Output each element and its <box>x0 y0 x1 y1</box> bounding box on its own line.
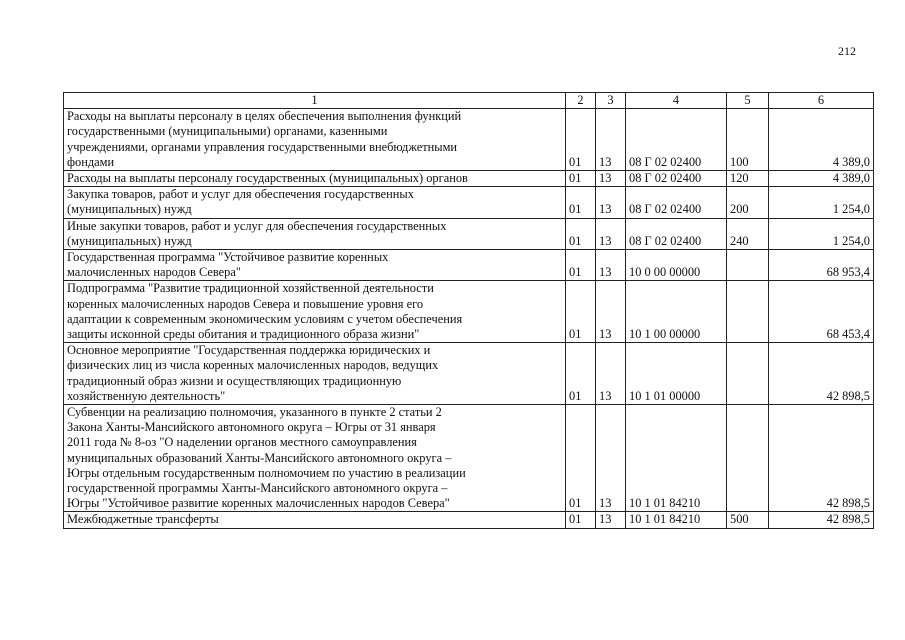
expense-type-cell <box>727 343 769 405</box>
amount-cell: 42 898,5 <box>769 512 874 528</box>
expense-name-cell: Межбюджетные трансферты <box>64 512 566 528</box>
section-code-cell: 01 <box>566 109 596 171</box>
section-code-cell: 01 <box>566 250 596 281</box>
column-header: 3 <box>596 93 626 109</box>
section-code-cell: 01 <box>566 187 596 218</box>
expense-type-cell: 240 <box>727 218 769 249</box>
budget-table <box>63 92 874 529</box>
expense-name-cell: Закупка товаров, работ и услуг для обеспечения государственных (муниципальных) нужд <box>64 187 566 218</box>
table-row <box>64 343 874 405</box>
amount-cell: 4 389,0 <box>769 171 874 187</box>
page-number: 212 <box>838 44 856 58</box>
table-row <box>64 109 874 171</box>
table-row <box>64 512 874 528</box>
amount-cell: 42 898,5 <box>769 343 874 405</box>
target-article-cell: 10 0 00 00000 <box>626 250 727 281</box>
subsection-code-cell: 13 <box>596 109 626 171</box>
amount-cell: 42 898,5 <box>769 405 874 512</box>
subsection-code-cell: 13 <box>596 171 626 187</box>
column-header: 4 <box>626 93 727 109</box>
expense-type-cell: 200 <box>727 187 769 218</box>
table-row <box>64 218 874 249</box>
amount-cell: 68 453,4 <box>769 281 874 343</box>
target-article-cell: 08 Г 02 02400 <box>626 187 727 218</box>
expense-name-cell: Расходы на выплаты персоналу государственных (муниципальных) органов <box>64 171 566 187</box>
subsection-code-cell: 13 <box>596 512 626 528</box>
section-code-cell: 01 <box>566 218 596 249</box>
table-row <box>64 171 874 187</box>
table-header-row <box>64 93 874 109</box>
column-header: 1 <box>64 93 566 109</box>
amount-cell: 68 953,4 <box>769 250 874 281</box>
expense-name-cell: Государственная программа "Устойчивое развитие коренных малочисленных народов Севера" <box>64 250 566 281</box>
target-article-cell: 10 1 00 00000 <box>626 281 727 343</box>
expense-type-cell: 100 <box>727 109 769 171</box>
table-row <box>64 250 874 281</box>
expense-name-cell: Иные закупки товаров, работ и услуг для обеспечения государственных (муниципальных) нужд <box>64 218 566 249</box>
expense-name-cell: Подпрограмма "Развитие традиционной хозяйственной деятельности коренных малочисленных народов Севера и повышение уровня его адаптации к современным экономическим условиям с учетом обеспечения защиты исконной среды обитания и традиционного образа жизни" <box>64 281 566 343</box>
amount-cell: 1 254,0 <box>769 187 874 218</box>
subsection-code-cell: 13 <box>596 405 626 512</box>
subsection-code-cell: 13 <box>596 187 626 218</box>
expense-name-cell: Расходы на выплаты персоналу в целях обеспечения выполнения функций государственными (муниципальными) органами, казенными учреждениями, органами управления государственными внебюджетными фондами <box>64 109 566 171</box>
target-article-cell: 08 Г 02 02400 <box>626 218 727 249</box>
amount-cell: 1 254,0 <box>769 218 874 249</box>
subsection-code-cell: 13 <box>596 250 626 281</box>
expense-type-cell <box>727 405 769 512</box>
column-header: 6 <box>769 93 874 109</box>
table-row <box>64 187 874 218</box>
table-row <box>64 405 874 512</box>
target-article-cell: 10 1 01 84210 <box>626 512 727 528</box>
column-header: 2 <box>566 93 596 109</box>
expense-type-cell <box>727 250 769 281</box>
expense-type-cell: 500 <box>727 512 769 528</box>
subsection-code-cell: 13 <box>596 218 626 249</box>
table-row <box>64 281 874 343</box>
expense-type-cell: 120 <box>727 171 769 187</box>
section-code-cell: 01 <box>566 405 596 512</box>
target-article-cell: 10 1 01 00000 <box>626 343 727 405</box>
section-code-cell: 01 <box>566 343 596 405</box>
section-code-cell: 01 <box>566 171 596 187</box>
section-code-cell: 01 <box>566 512 596 528</box>
expense-name-cell: Субвенции на реализацию полномочия, указанного в пункте 2 статьи 2 Закона Ханты-Мансийского автономного округа – Югры от 31 января 2011 года № 8-оз "О наделении органов местного самоуправления муниципальных образований Ханты-Мансийского автономного округа – Югры отдельным государственным полномочием по участию в реализации государственной программы Ханты-Мансийского автономного округа – Югры "Устойчивое развитие коренных малочисленных народов Севера" <box>64 405 566 512</box>
expense-name-cell: Основное мероприятие "Государственная поддержка юридических и физических лиц из числа коренных малочисленных народов, ведущих традиционный образ жизни и осуществляющих традиционную хозяйственную деятельность" <box>64 343 566 405</box>
amount-cell: 4 389,0 <box>769 109 874 171</box>
section-code-cell: 01 <box>566 281 596 343</box>
target-article-cell: 08 Г 02 02400 <box>626 109 727 171</box>
target-article-cell: 10 1 01 84210 <box>626 405 727 512</box>
column-header: 5 <box>727 93 769 109</box>
subsection-code-cell: 13 <box>596 343 626 405</box>
subsection-code-cell: 13 <box>596 281 626 343</box>
expense-type-cell <box>727 281 769 343</box>
target-article-cell: 08 Г 02 02400 <box>626 171 727 187</box>
